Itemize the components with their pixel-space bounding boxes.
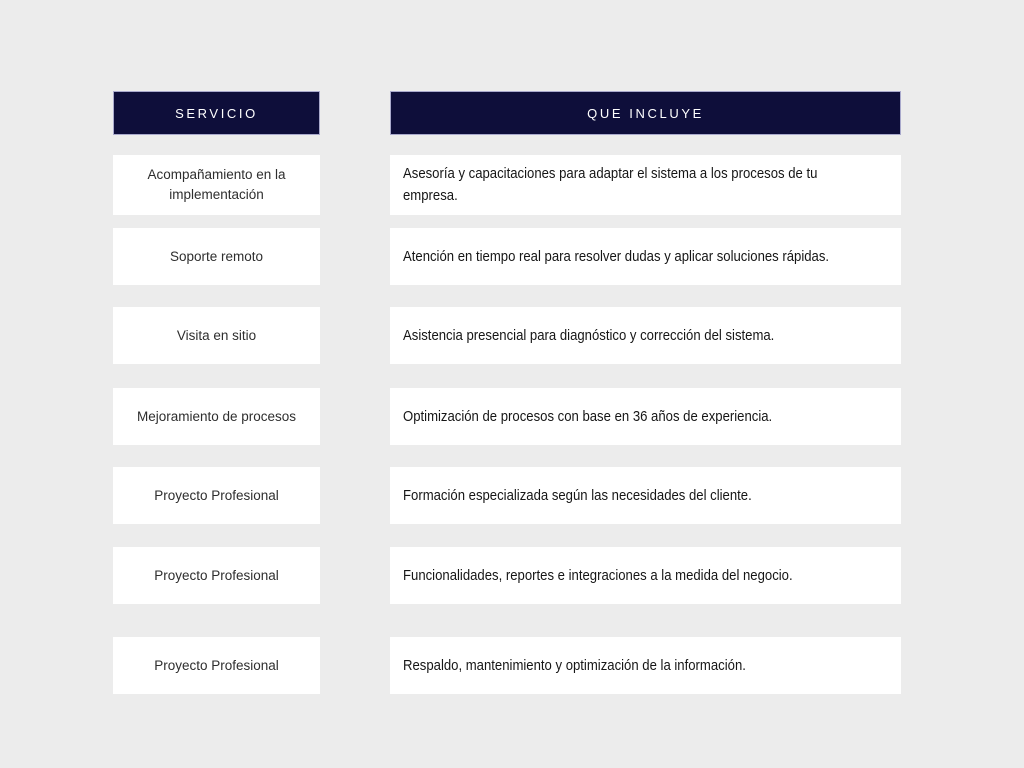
table-row — [113, 547, 901, 604]
que-incluye-cell — [390, 467, 901, 524]
servicio-cell: Mejoramiento de procesos — [113, 388, 320, 445]
table-row — [113, 307, 901, 364]
que-incluye-text: Optimización de procesos con base en 36 años de experiencia. — [403, 407, 773, 425]
table-row — [113, 155, 901, 215]
que-incluye-text: Atención en tiempo real para resolver dudas y aplicar soluciones rápidas. — [403, 247, 830, 265]
que-incluye-cell — [390, 228, 901, 285]
que-incluye-cell — [390, 307, 901, 364]
servicio-cell: Visita en sitio — [113, 307, 320, 364]
servicio-cell: Acompañamiento en la implementación — [113, 155, 320, 215]
header-servicio: SERVICIO — [113, 91, 320, 135]
servicio-cell: Proyecto Profesional — [113, 547, 320, 604]
servicio-cell: Proyecto Profesional — [113, 637, 320, 694]
servicio-cell: Proyecto Profesional — [113, 467, 320, 524]
que-incluye-text: Formación especializada según las necesidades del cliente. — [403, 486, 752, 504]
que-incluye-cell — [390, 637, 901, 694]
table-header-row — [113, 91, 901, 135]
que-incluye-text: Asistencia presencial para diagnóstico y corrección del sistema. — [403, 326, 775, 344]
header-que-incluye: QUE INCLUYE — [390, 91, 901, 135]
servicio-cell: Soporte remoto — [113, 228, 320, 285]
table-row — [113, 637, 901, 694]
que-incluye-cell — [390, 388, 901, 445]
que-incluye-text: Respaldo, mantenimiento y optimización de la información. — [403, 656, 746, 674]
que-incluye-text: Funcionalidades, reportes e integraciones a la medida del negocio. — [403, 566, 793, 584]
table-row — [113, 228, 901, 285]
services-table — [113, 91, 901, 694]
table-row — [113, 388, 901, 445]
table-row — [113, 467, 901, 524]
que-incluye-text: Asesoría y capacitaciones para adaptar el sistema a los procesos de tu empresa. — [403, 165, 818, 204]
que-incluye-cell — [390, 547, 901, 604]
que-incluye-cell — [390, 155, 901, 215]
